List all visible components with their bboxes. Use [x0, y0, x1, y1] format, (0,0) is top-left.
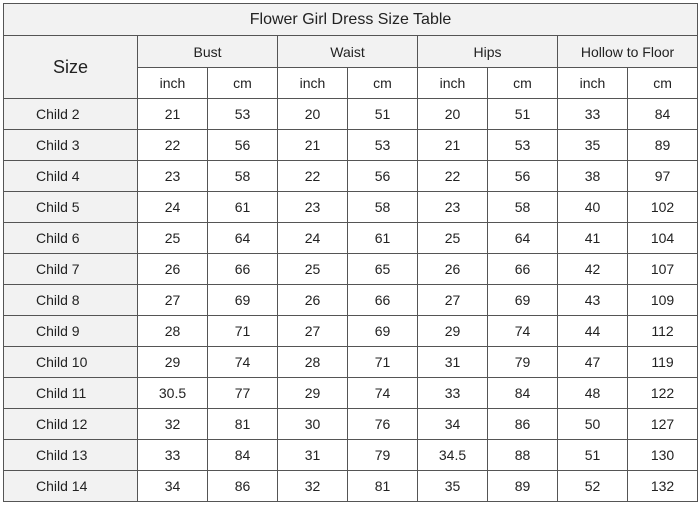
waist-cm-cell: 74	[348, 378, 418, 409]
table-row	[4, 347, 698, 378]
bust-inch-cell: 26	[138, 254, 208, 285]
hips-cm-header: cm	[488, 68, 558, 99]
size-cell: Child 6	[4, 223, 138, 254]
hollow-inch-cell: 38	[558, 161, 628, 192]
size-cell: Child 5	[4, 192, 138, 223]
waist-cm-cell: 51	[348, 99, 418, 130]
hollow-cm-cell: 97	[628, 161, 698, 192]
size-table	[3, 3, 698, 502]
hips-inch-header: inch	[418, 68, 488, 99]
size-cell: Child 8	[4, 285, 138, 316]
waist-cm-cell: 81	[348, 471, 418, 502]
hollow-cm-cell: 122	[628, 378, 698, 409]
bust-cm-cell: 81	[208, 409, 278, 440]
size-cell: Child 9	[4, 316, 138, 347]
waist-cm-cell: 66	[348, 285, 418, 316]
size-cell: Child 14	[4, 471, 138, 502]
waist-inch-cell: 31	[278, 440, 348, 471]
waist-cm-cell: 58	[348, 192, 418, 223]
waist-inch-cell: 22	[278, 161, 348, 192]
hips-cm-cell: 58	[488, 192, 558, 223]
table-row	[4, 440, 698, 471]
hips-inch-cell: 26	[418, 254, 488, 285]
hips-header: Hips	[418, 36, 558, 68]
size-cell: Child 3	[4, 130, 138, 161]
waist-inch-cell: 30	[278, 409, 348, 440]
hips-inch-cell: 29	[418, 316, 488, 347]
bust-inch-cell: 23	[138, 161, 208, 192]
hips-inch-cell: 22	[418, 161, 488, 192]
bust-inch-cell: 25	[138, 223, 208, 254]
bust-inch-cell: 27	[138, 285, 208, 316]
table-row	[4, 130, 698, 161]
hollow-cm-cell: 132	[628, 471, 698, 502]
hollow-inch-cell: 50	[558, 409, 628, 440]
hollow-to-floor-header: Hollow to Floor	[558, 36, 698, 68]
waist-cm-cell: 65	[348, 254, 418, 285]
hollow-inch-cell: 48	[558, 378, 628, 409]
size-cell: Child 7	[4, 254, 138, 285]
hips-inch-cell: 20	[418, 99, 488, 130]
hollow-inch-cell: 43	[558, 285, 628, 316]
waist-inch-header: inch	[278, 68, 348, 99]
table-row	[4, 254, 698, 285]
hips-cm-cell: 79	[488, 347, 558, 378]
hips-cm-cell: 51	[488, 99, 558, 130]
table-body	[4, 99, 698, 502]
size-column-header: Size	[4, 36, 138, 99]
waist-inch-cell: 29	[278, 378, 348, 409]
waist-inch-cell: 23	[278, 192, 348, 223]
hips-inch-cell: 33	[418, 378, 488, 409]
hollow-cm-cell: 127	[628, 409, 698, 440]
bust-cm-cell: 56	[208, 130, 278, 161]
table-row	[4, 471, 698, 502]
size-cell: Child 12	[4, 409, 138, 440]
bust-cm-header: cm	[208, 68, 278, 99]
hips-cm-cell: 64	[488, 223, 558, 254]
size-table-frame	[3, 3, 697, 507]
hips-inch-cell: 25	[418, 223, 488, 254]
waist-cm-cell: 53	[348, 130, 418, 161]
hollow-inch-cell: 47	[558, 347, 628, 378]
hips-inch-cell: 31	[418, 347, 488, 378]
waist-inch-cell: 24	[278, 223, 348, 254]
hollow-inch-cell: 41	[558, 223, 628, 254]
table-row	[4, 192, 698, 223]
bust-cm-cell: 61	[208, 192, 278, 223]
waist-cm-cell: 56	[348, 161, 418, 192]
waist-inch-cell: 20	[278, 99, 348, 130]
hollow-cm-cell: 104	[628, 223, 698, 254]
bust-inch-cell: 28	[138, 316, 208, 347]
hollow-inch-cell: 35	[558, 130, 628, 161]
hollow-cm-cell: 102	[628, 192, 698, 223]
waist-inch-cell: 21	[278, 130, 348, 161]
hollow-cm-cell: 89	[628, 130, 698, 161]
bust-inch-cell: 33	[138, 440, 208, 471]
hips-cm-cell: 56	[488, 161, 558, 192]
hollow-inch-cell: 44	[558, 316, 628, 347]
bust-cm-cell: 86	[208, 471, 278, 502]
waist-inch-cell: 32	[278, 471, 348, 502]
waist-inch-cell: 26	[278, 285, 348, 316]
bust-cm-cell: 53	[208, 99, 278, 130]
size-cell: Child 4	[4, 161, 138, 192]
hips-inch-cell: 34.5	[418, 440, 488, 471]
bust-cm-cell: 84	[208, 440, 278, 471]
waist-inch-cell: 28	[278, 347, 348, 378]
size-cell: Child 2	[4, 99, 138, 130]
waist-inch-cell: 25	[278, 254, 348, 285]
hips-cm-cell: 84	[488, 378, 558, 409]
hips-cm-cell: 89	[488, 471, 558, 502]
bust-inch-cell: 32	[138, 409, 208, 440]
bust-cm-cell: 58	[208, 161, 278, 192]
table-row	[4, 285, 698, 316]
hollow-cm-cell: 84	[628, 99, 698, 130]
hips-inch-cell: 23	[418, 192, 488, 223]
table-row	[4, 316, 698, 347]
hollow-cm-cell: 109	[628, 285, 698, 316]
bust-cm-cell: 69	[208, 285, 278, 316]
size-cell: Child 13	[4, 440, 138, 471]
table-row	[4, 409, 698, 440]
bust-cm-cell: 77	[208, 378, 278, 409]
size-cell: Child 10	[4, 347, 138, 378]
waist-cm-cell: 79	[348, 440, 418, 471]
hips-inch-cell: 27	[418, 285, 488, 316]
hollow-cm-cell: 107	[628, 254, 698, 285]
bust-cm-cell: 71	[208, 316, 278, 347]
table-title: Flower Girl Dress Size Table	[4, 4, 698, 36]
bust-inch-cell: 24	[138, 192, 208, 223]
hollow-inch-cell: 33	[558, 99, 628, 130]
waist-cm-header: cm	[348, 68, 418, 99]
hips-inch-cell: 35	[418, 471, 488, 502]
hips-cm-cell: 69	[488, 285, 558, 316]
waist-inch-cell: 27	[278, 316, 348, 347]
hollow-inch-header: inch	[558, 68, 628, 99]
size-cell: Child 11	[4, 378, 138, 409]
bust-inch-cell: 30.5	[138, 378, 208, 409]
hips-cm-cell: 86	[488, 409, 558, 440]
waist-cm-cell: 71	[348, 347, 418, 378]
hollow-cm-cell: 130	[628, 440, 698, 471]
hips-cm-cell: 74	[488, 316, 558, 347]
waist-cm-cell: 76	[348, 409, 418, 440]
bust-inch-cell: 21	[138, 99, 208, 130]
table-row	[4, 223, 698, 254]
bust-cm-cell: 66	[208, 254, 278, 285]
table-row	[4, 99, 698, 130]
waist-cm-cell: 61	[348, 223, 418, 254]
bust-cm-cell: 74	[208, 347, 278, 378]
bust-inch-cell: 34	[138, 471, 208, 502]
hollow-cm-header: cm	[628, 68, 698, 99]
hips-inch-cell: 21	[418, 130, 488, 161]
bust-inch-header: inch	[138, 68, 208, 99]
bust-inch-cell: 22	[138, 130, 208, 161]
hollow-inch-cell: 42	[558, 254, 628, 285]
hollow-inch-cell: 51	[558, 440, 628, 471]
hips-cm-cell: 66	[488, 254, 558, 285]
bust-header: Bust	[138, 36, 278, 68]
waist-header: Waist	[278, 36, 418, 68]
hollow-cm-cell: 112	[628, 316, 698, 347]
waist-cm-cell: 69	[348, 316, 418, 347]
table-row	[4, 378, 698, 409]
hips-cm-cell: 88	[488, 440, 558, 471]
hips-cm-cell: 53	[488, 130, 558, 161]
hollow-inch-cell: 40	[558, 192, 628, 223]
bust-inch-cell: 29	[138, 347, 208, 378]
hips-inch-cell: 34	[418, 409, 488, 440]
bust-cm-cell: 64	[208, 223, 278, 254]
hollow-inch-cell: 52	[558, 471, 628, 502]
hollow-cm-cell: 119	[628, 347, 698, 378]
table-row	[4, 161, 698, 192]
